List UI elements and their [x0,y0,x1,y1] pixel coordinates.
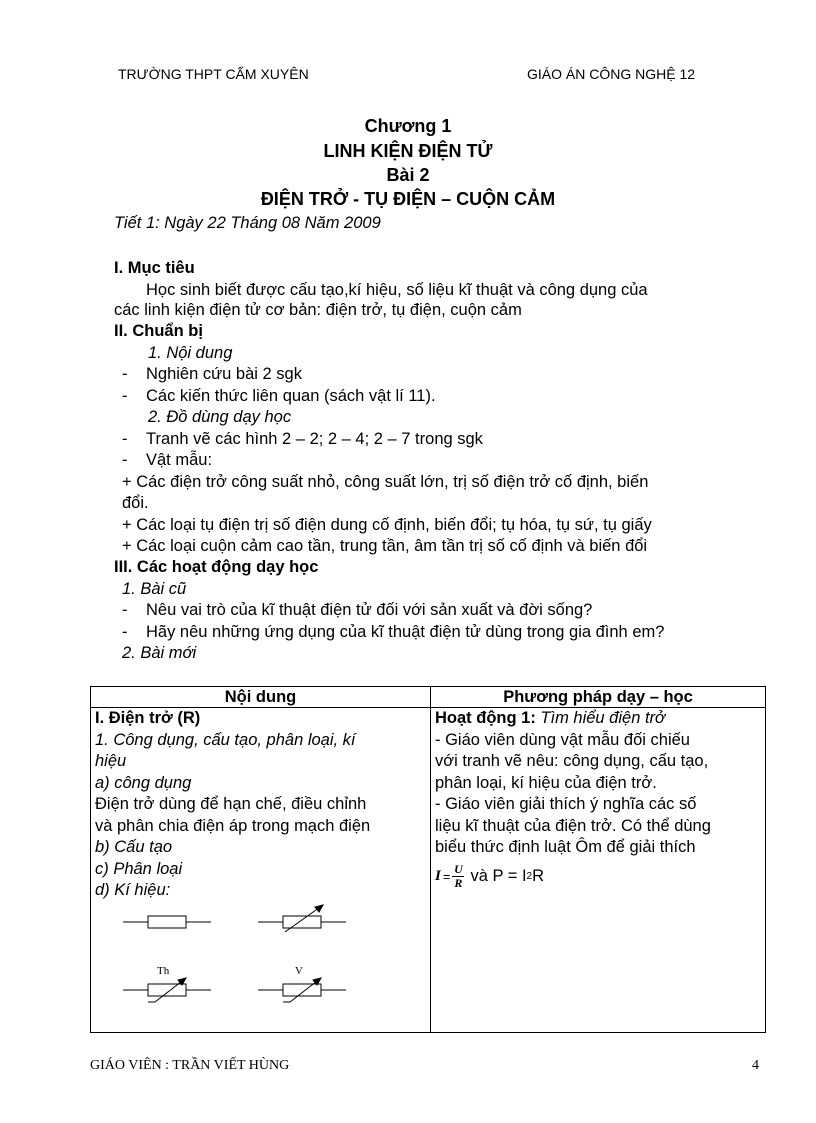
list-item: Hãy nêu những ứng dụng của kĩ thuật điện tử dùng trong gia đình em? [146,623,665,641]
method-text: phân loại, kí hiệu của điện trở. [435,773,657,792]
formula-i: I [435,868,441,884]
method-text: với tranh vẽ nêu: công dụng, cấu tạo, [435,752,709,770]
plus-item: đổi. [122,494,149,512]
bullet-dash: - [122,387,128,405]
table-header-method: Phương pháp dạy – học [431,687,766,708]
bullet-dash: - [122,365,128,383]
bullet-dash: - [122,430,128,448]
section1-text: Học sinh biết được cấu tạo,kí hiệu, số liệu kĩ thuật và công dụng của [146,281,648,299]
content-item: a) công dụng [95,773,192,792]
activity-label: Hoạt động 1: [435,709,536,727]
lesson-table [90,686,766,1033]
school-name: TRƯỜNG THPT CẨM XUYÊN [118,66,309,82]
method-text: - Giáo viên dùng vật mẫu đối chiếu [435,730,690,749]
lesson-title: Bài 2 [386,165,430,185]
list-item: Các kiến thức liên quan (sách vật lí 11). [146,387,436,405]
section2-heading: II. Chuẩn bị [114,322,203,340]
content-item: b) Cấu tạo [95,838,173,856]
subheading: 1. Nội dung [148,344,233,362]
content-heading: I. Điện trở (R) [95,709,201,727]
formula-end: R [532,867,545,885]
resistor-symbols [95,902,415,1032]
chapter-name: LINH KIỆN ĐIỆN TỬ [323,141,493,161]
method-cell [431,708,766,1033]
bullet-dash: - [122,623,128,641]
subject-name: GIÁO ÁN CÔNG NGHỆ 12 [527,66,696,82]
table-header-content: Nội dung [91,687,431,708]
plus-item: + Các loại cuộn cảm cao tần, trung tần, âm tần trị số cố định và biến đổi [122,537,648,555]
subheading: 2. Đồ dùng dạy học [148,408,292,426]
plus-item: + Các điện trở công suất nhỏ, công suất lớn, trị số điện trở cố định, biến [122,473,649,491]
list-item: Vật mẫu: [146,451,213,469]
section1-heading: I. Mục tiêu [114,259,195,277]
list-item: Nêu vai trò của kĩ thuật điện tử đối với sản xuất và đời sống? [146,601,593,619]
formula-fraction [452,863,464,890]
section3-heading: III. Các hoạt động dạy học [114,558,319,576]
content-sub: hiệu [95,752,127,770]
subheading: 2. Bài mới [122,644,197,662]
variable-resistor-icon [258,905,346,932]
varistor-label: V [295,964,303,977]
formula-eq: = [442,869,451,884]
ohm-formula [435,859,761,895]
formula-power: và P = I [470,867,527,885]
thermistor-icon [123,978,211,1002]
section1-text: các linh kiện điện tử cơ bản: điện trở, tụ điện, cuộn cảm [114,301,522,319]
list-item: Nghiên cứu bài 2 sgk [146,365,302,383]
fixed-resistor-icon [123,916,211,928]
varistor-icon [258,978,346,1002]
subheading: 1. Bài cũ [122,580,187,598]
activity-title: Tìm hiểu điện trở [535,709,666,727]
method-text: - Giáo viên giải thích ý nghĩa các số [435,795,697,813]
plus-item: + Các loại tụ điện trị số điện dung cố định, biến đổi; tụ hóa, tụ sứ, tụ giấy [122,516,652,534]
content-text: và phân chia điện áp trong mạch điện [95,816,371,835]
bullet-dash: - [122,601,128,619]
date-line: Tiết 1: Ngày 22 Tháng 08 Năm 2009 [114,214,381,232]
formula-r: R [454,876,463,890]
method-text: liệu kĩ thuật của điện trở. Có thể dùng [435,816,711,835]
bullet-dash: - [122,451,128,469]
content-item: c) Phân loại [95,859,183,878]
list-item: Tranh vẽ các hình 2 – 2; 2 – 4; 2 – 7 trong sgk [146,430,483,448]
method-text: biểu thức định luật Ôm để giải thích [435,838,696,856]
teacher-name: GIÁO VIÊN : TRẦN VIẾT HÙNG [90,1058,290,1073]
chapter-title: Chương 1 [364,116,452,136]
formula-u: U [454,862,463,876]
content-sub: 1. Công dụng, cấu tạo, phân loại, kí [95,730,356,749]
thermistor-label: Th [157,964,170,977]
content-item: d) Kí hiệu: [95,881,171,899]
formula-sup: 2 [526,871,533,882]
content-cell [91,708,431,1033]
content-text: Điện trở dùng để hạn chế, điều chỉnh [95,795,367,813]
lesson-name: ĐIỆN TRỞ - TỤ ĐIỆN – CUỘN CẢM [260,189,556,209]
page-number: 4 [752,1058,759,1073]
